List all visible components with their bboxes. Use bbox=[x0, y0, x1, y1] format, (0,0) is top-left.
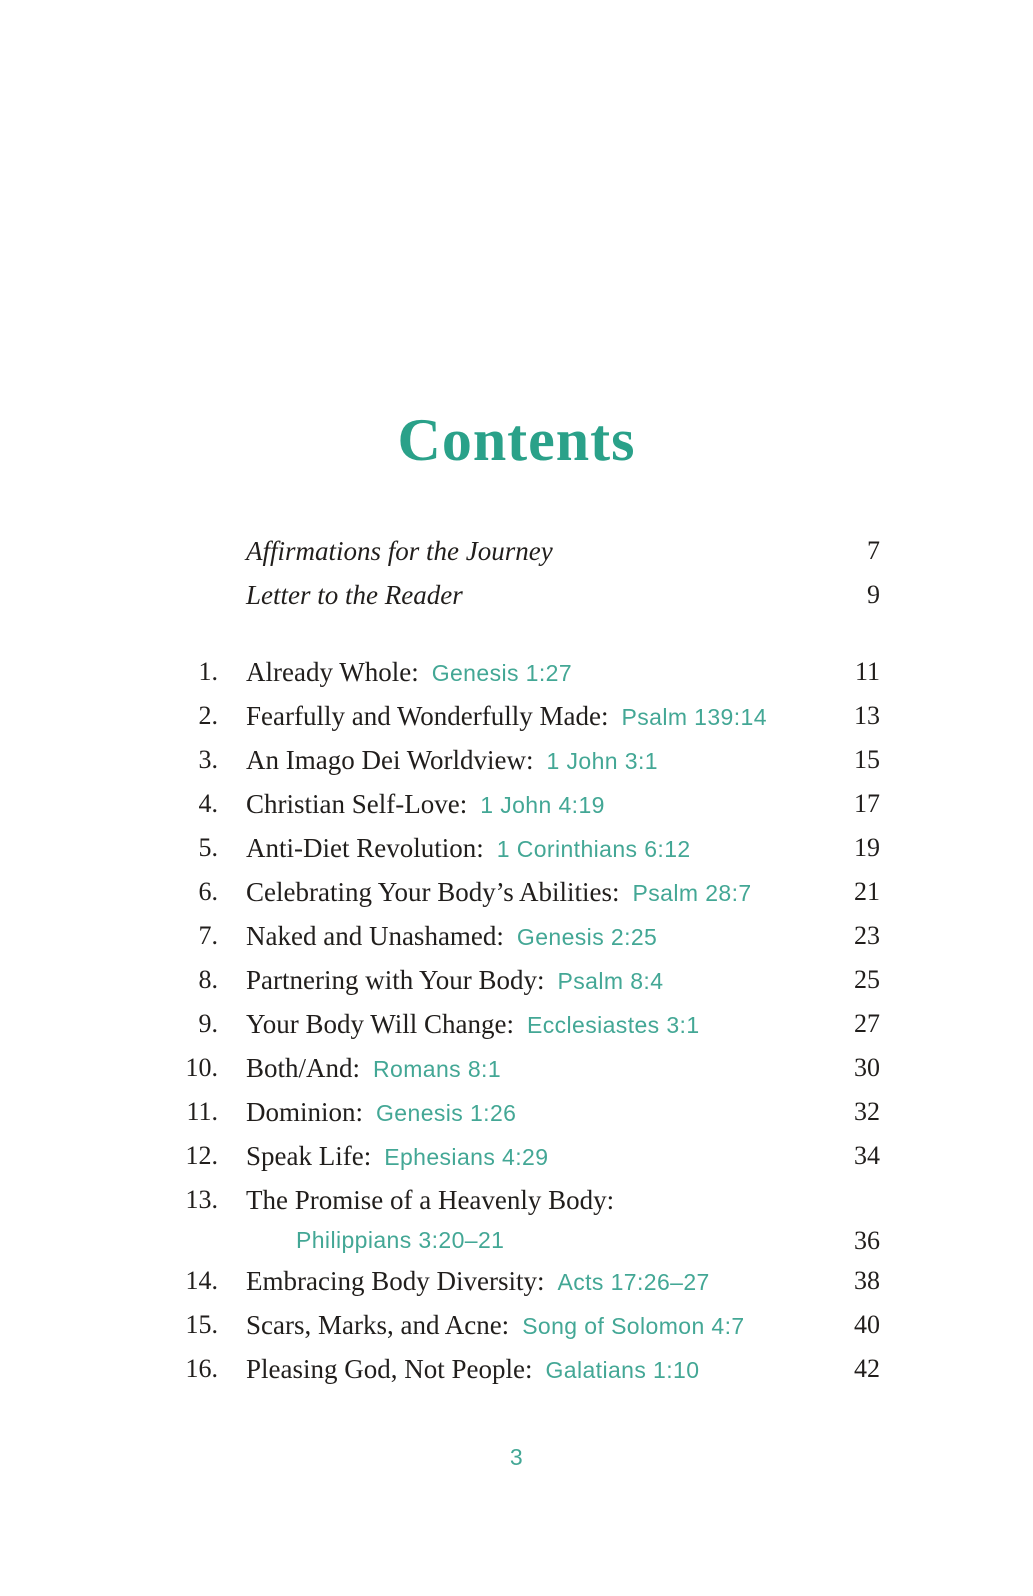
chapter-number: 2. bbox=[198, 701, 218, 730]
chapter-title: Embracing Body Diversity: bbox=[246, 1265, 545, 1296]
chapter-page-number: 15 bbox=[854, 745, 880, 774]
chapter-page-number: 30 bbox=[854, 1053, 880, 1082]
scripture-reference: Galatians 1:10 bbox=[545, 1356, 700, 1383]
chapter-title: Partnering with Your Body: bbox=[246, 964, 545, 995]
scripture-reference: Ecclesiastes 3:1 bbox=[526, 1011, 700, 1038]
scripture-reference: Psalm 28:7 bbox=[632, 879, 752, 906]
chapter-number: 14. bbox=[185, 1266, 218, 1295]
chapter-line bbox=[246, 1141, 836, 1172]
chapter-page-number: 36 bbox=[854, 1225, 880, 1255]
chapter-row bbox=[168, 1347, 880, 1391]
chapter-line bbox=[246, 1185, 836, 1216]
chapter-row bbox=[168, 738, 880, 782]
chapter-page-number: 25 bbox=[854, 965, 880, 994]
chapter-line bbox=[246, 833, 836, 864]
chapter-title: An Imago Dei Worldview: bbox=[246, 744, 534, 775]
chapter-number: 8. bbox=[198, 965, 218, 994]
chapter-number: 3. bbox=[198, 745, 218, 774]
chapter-number: 6. bbox=[198, 877, 218, 906]
chapter-line bbox=[246, 1097, 836, 1128]
chapter-line bbox=[246, 745, 836, 776]
chapter-row bbox=[168, 694, 880, 738]
chapter-title: Dominion: bbox=[246, 1096, 364, 1127]
chapter-number: 5. bbox=[198, 833, 218, 862]
chapter-title: Your Body Will Change: bbox=[246, 1008, 514, 1039]
chapter-title: Fearfully and Wonderfully Made: bbox=[246, 700, 609, 731]
chapter-list bbox=[168, 650, 880, 1391]
chapter-row bbox=[168, 870, 880, 914]
chapter-number: 9. bbox=[198, 1009, 218, 1038]
scripture-reference: Genesis 1:27 bbox=[431, 659, 573, 686]
scripture-reference: Ephesians 4:29 bbox=[384, 1143, 549, 1170]
chapter-page-number: 34 bbox=[854, 1141, 880, 1170]
chapter-page-number: 27 bbox=[854, 1009, 880, 1038]
chapter-title: Naked and Unashamed: bbox=[246, 920, 504, 951]
chapter-row bbox=[168, 650, 880, 694]
scripture-reference: 1 Corinthians 6:12 bbox=[496, 835, 691, 862]
chapter-line bbox=[246, 1009, 836, 1040]
chapter-page-number: 19 bbox=[854, 833, 880, 862]
chapter-row bbox=[168, 826, 880, 870]
front-matter-label: Letter to the Reader bbox=[246, 579, 463, 610]
chapter-row bbox=[168, 1178, 880, 1222]
front-matter-row bbox=[168, 573, 880, 617]
chapter-page-number: 13 bbox=[854, 701, 880, 730]
chapter-number: 16. bbox=[185, 1354, 218, 1383]
chapter-line bbox=[246, 657, 836, 688]
chapter-title: Pleasing God, Not People: bbox=[246, 1353, 533, 1384]
chapter-row bbox=[168, 1002, 880, 1046]
chapter-line bbox=[246, 965, 836, 996]
chapter-number: 1. bbox=[198, 657, 218, 686]
front-matter-page-number: 7 bbox=[867, 536, 880, 565]
scripture-reference: Acts 17:26–27 bbox=[557, 1268, 710, 1295]
chapter-number: 7. bbox=[198, 921, 218, 950]
chapter-page-number: 21 bbox=[854, 877, 880, 906]
chapter-line bbox=[246, 1310, 836, 1341]
chapter-title: Already Whole: bbox=[246, 656, 419, 687]
page-title: Contents bbox=[397, 407, 636, 474]
scripture-reference: 1 John 4:19 bbox=[480, 791, 605, 818]
scripture-reference: Psalm 8:4 bbox=[557, 967, 664, 994]
chapter-row bbox=[168, 958, 880, 1002]
chapter-line bbox=[296, 1227, 836, 1254]
chapter-row bbox=[168, 782, 880, 826]
chapter-line bbox=[246, 789, 836, 820]
chapter-title: The Promise of a Heavenly Body: bbox=[246, 1184, 615, 1215]
scripture-reference: Romans 8:1 bbox=[373, 1055, 502, 1082]
chapter-row bbox=[168, 1303, 880, 1347]
chapter-number: 10. bbox=[185, 1053, 218, 1082]
chapter-title: Anti-Diet Revolution: bbox=[246, 832, 484, 863]
chapter-number: 12. bbox=[185, 1141, 218, 1170]
chapter-number: 11. bbox=[186, 1097, 218, 1126]
scripture-reference: Psalm 139:14 bbox=[621, 703, 767, 730]
scripture-reference: Philippians 3:20–21 bbox=[296, 1227, 505, 1253]
chapter-line bbox=[246, 1053, 836, 1084]
chapter-line bbox=[246, 1354, 836, 1385]
chapter-page-number: 32 bbox=[854, 1097, 880, 1126]
chapter-line bbox=[246, 701, 836, 732]
scripture-reference: Song of Solomon 4:7 bbox=[522, 1312, 745, 1339]
chapter-row bbox=[168, 1046, 880, 1090]
chapter-row bbox=[168, 1090, 880, 1134]
scripture-reference: Genesis 1:26 bbox=[376, 1099, 517, 1126]
chapter-row bbox=[168, 1134, 880, 1178]
chapter-page-number: 42 bbox=[854, 1354, 880, 1383]
chapter-page-number: 38 bbox=[854, 1266, 880, 1295]
chapter-title: Celebrating Your Body’s Abilities: bbox=[246, 876, 620, 907]
chapter-page-number: 17 bbox=[854, 789, 880, 818]
chapter-row bbox=[168, 1259, 880, 1303]
chapter-page-number: 23 bbox=[854, 921, 880, 950]
chapter-title: Christian Self-Love: bbox=[246, 788, 468, 819]
chapter-page-number: 40 bbox=[854, 1310, 880, 1339]
front-matter-label: Affirmations for the Journey bbox=[246, 535, 553, 566]
scripture-reference: 1 John 3:1 bbox=[546, 747, 658, 774]
chapter-number: 4. bbox=[198, 789, 218, 818]
chapter-row-continuation bbox=[168, 1222, 880, 1259]
folio-page-number: 3 bbox=[509, 1444, 524, 1470]
chapter-number: 15. bbox=[185, 1310, 218, 1339]
front-matter-list bbox=[168, 529, 880, 617]
chapter-number: 13. bbox=[185, 1185, 218, 1214]
chapter-line bbox=[246, 921, 836, 952]
chapter-page-number: 11 bbox=[854, 657, 880, 686]
scripture-reference: Genesis 2:25 bbox=[516, 923, 658, 950]
chapter-line bbox=[246, 1266, 836, 1297]
front-matter-page-number: 9 bbox=[867, 580, 880, 609]
front-matter-row bbox=[168, 529, 880, 573]
chapter-line bbox=[246, 877, 836, 908]
chapter-title: Speak Life: bbox=[246, 1140, 372, 1171]
chapter-row bbox=[168, 914, 880, 958]
chapter-title: Scars, Marks, and Acne: bbox=[246, 1309, 510, 1340]
chapter-title: Both/And: bbox=[246, 1052, 361, 1083]
